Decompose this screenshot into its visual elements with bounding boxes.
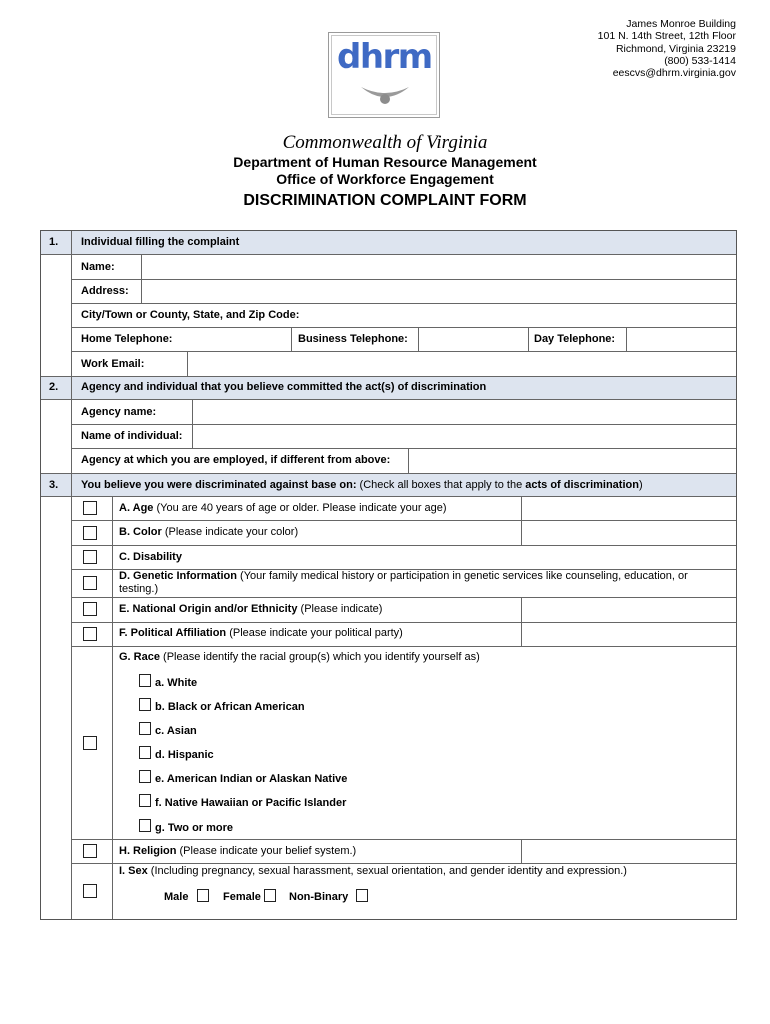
race-option: e. American Indian or Alaskan Native: [155, 773, 348, 785]
city-label: City/Town or County, State, and Zip Code:: [81, 309, 300, 321]
sex-male-checkbox[interactable]: [197, 889, 209, 902]
national-origin-label-hint: (Please indicate): [297, 603, 383, 615]
disability-checkbox[interactable]: [83, 550, 97, 564]
address-line: 101 N. 14th Street, 12th Floor: [597, 30, 736, 43]
name-label: Name:: [81, 261, 115, 273]
agency-name-label: Agency name:: [81, 406, 157, 418]
race-label: [119, 651, 480, 664]
employed-agency-field[interactable]: [409, 449, 736, 473]
commonwealth-title: Commonwealth of Virginia: [282, 132, 488, 153]
form-title: DISCRIMINATION COMPLAINT FORM: [243, 192, 527, 209]
cell-divider: [528, 327, 529, 351]
complaint-form-table: [40, 230, 737, 920]
business-phone-label: Business Telephone:: [298, 333, 408, 345]
agency-name-field[interactable]: [193, 400, 736, 424]
logo-figure-icon: [359, 81, 411, 111]
religion-checkbox[interactable]: [83, 844, 97, 858]
political-label-bold: F. Political Affiliation: [119, 627, 227, 639]
sex-label-hint: (Including pregnancy, sexual harassment, sexual orientation, and gender identity and expression.): [147, 865, 627, 877]
age-label-bold: A. Age: [119, 502, 154, 514]
section2-title: Agency and individual that you believe committed the act(s) of discrimination: [81, 381, 487, 393]
age-checkbox[interactable]: [83, 501, 97, 515]
race-label-hint: (Please identify the racial group(s) which you identify yourself as): [159, 651, 480, 663]
address-email: eescvs@dhrm.virginia.gov: [612, 67, 736, 80]
race-option: g. Two or more: [155, 822, 234, 834]
logo-text: dhrm: [337, 37, 432, 77]
sex-option-female-label: Female: [223, 891, 261, 903]
work-email-field[interactable]: [188, 352, 736, 376]
city-field[interactable]: [313, 304, 736, 327]
political-label: [119, 627, 403, 640]
age-label: [119, 502, 447, 515]
sex-option-nonbinary-label: Non-Binary: [289, 891, 349, 903]
genetic-checkbox[interactable]: [83, 576, 97, 590]
name-field[interactable]: [142, 255, 736, 279]
religion-label: [119, 845, 356, 858]
sex-label: [119, 865, 627, 878]
sex-label-bold: I. Sex: [119, 865, 148, 877]
row-line: [71, 545, 736, 546]
political-checkbox[interactable]: [83, 627, 97, 641]
color-field[interactable]: [522, 521, 736, 545]
race-pacific-islander-checkbox[interactable]: [139, 794, 151, 807]
genetic-label: [119, 570, 688, 583]
cell-divider: [291, 327, 292, 351]
individual-name-field[interactable]: [193, 425, 736, 448]
section3-title-end: ): [638, 479, 643, 491]
section-number: 2.: [49, 381, 59, 393]
sex-female-checkbox[interactable]: [264, 889, 276, 902]
section1-title: Individual filling the complaint: [81, 236, 240, 248]
national-origin-label: [119, 603, 382, 616]
color-label: [119, 526, 298, 539]
race-hispanic-checkbox[interactable]: [139, 746, 151, 759]
day-phone-label: Day Telephone:: [534, 333, 616, 345]
race-option: d. Hispanic: [155, 749, 214, 761]
address-field[interactable]: [142, 280, 736, 303]
race-two-or-more-checkbox[interactable]: [139, 819, 151, 832]
genetic-label-bold: D. Genetic Information: [119, 570, 237, 582]
section3-title-instruction: (Check all boxes that apply to the: [356, 479, 526, 491]
section3-title-emphasis: acts of discrimination: [525, 479, 639, 491]
sex-checkbox[interactable]: [83, 884, 97, 898]
number-column-divider: [71, 231, 72, 919]
national-origin-label-bold: E. National Origin and/or Ethnicity: [119, 603, 298, 615]
day-phone-field[interactable]: [627, 328, 736, 351]
section3-title-lead: You believe you were discriminated against base on:: [81, 479, 357, 491]
color-label-hint: (Please indicate your color): [161, 526, 299, 538]
religion-field[interactable]: [522, 840, 736, 863]
checkbox-column-divider: [112, 496, 113, 919]
employed-agency-label: Agency at which you are employed, if different from above:: [81, 454, 391, 466]
row-line: [71, 646, 736, 647]
race-option: a. White: [155, 677, 198, 689]
sex-nonbinary-checkbox[interactable]: [356, 889, 368, 902]
race-american-indian-checkbox[interactable]: [139, 770, 151, 783]
age-field[interactable]: [522, 497, 736, 520]
address-label: Address:: [81, 285, 129, 297]
address-line: (800) 533-1414: [664, 54, 736, 67]
row-line: [71, 863, 736, 864]
disability-label: C. Disability: [119, 551, 182, 563]
row-line: [41, 376, 736, 377]
age-label-hint: (You are 40 years of age or older. Please indicate your age): [153, 502, 447, 514]
section-number: 3.: [49, 479, 59, 491]
race-checkbox[interactable]: [83, 736, 97, 750]
race-option: c. Asian: [155, 725, 197, 737]
race-asian-checkbox[interactable]: [139, 722, 151, 735]
dhrm-logo: [328, 32, 440, 118]
religion-label-hint: (Please indicate your belief system.): [176, 845, 357, 857]
section3-title: [81, 479, 643, 492]
sex-option-male-label: Male: [164, 891, 189, 903]
work-email-label: Work Email:: [81, 358, 145, 370]
color-label-bold: B. Color: [119, 526, 162, 538]
office-address: [598, 18, 736, 79]
race-option: f. Native Hawaiian or Pacific Islander: [155, 797, 347, 809]
address-line: Richmond, Virginia 23219: [615, 42, 736, 55]
religion-label-bold: H. Religion: [119, 845, 177, 857]
race-label-bold: G. Race: [119, 651, 160, 663]
department-title: Department of Human Resource Management: [233, 154, 537, 170]
section-number: 1.: [49, 236, 59, 248]
office-title: Office of Workforce Engagement: [276, 171, 494, 187]
color-checkbox[interactable]: [83, 526, 97, 540]
individual-name-label: Name of individual:: [81, 430, 183, 442]
genetic-label-hint: (Your family medical history or participation in genetic services like counseling, education, or: [236, 570, 688, 582]
national-origin-checkbox[interactable]: [83, 602, 97, 616]
political-field[interactable]: [522, 623, 736, 646]
genetic-label-line2: testing.): [119, 583, 159, 595]
address-line: James Monroe Building: [626, 18, 736, 30]
home-phone-label: Home Telephone:: [81, 333, 173, 345]
row-line: [41, 473, 736, 474]
race-option: b. Black or African American: [155, 701, 305, 713]
race-black-checkbox[interactable]: [139, 698, 151, 711]
business-phone-field[interactable]: [419, 328, 528, 351]
home-phone-field[interactable]: [189, 328, 291, 351]
political-label-hint: (Please indicate your political party): [226, 627, 403, 639]
national-origin-field[interactable]: [522, 598, 736, 622]
race-white-checkbox[interactable]: [139, 674, 151, 687]
